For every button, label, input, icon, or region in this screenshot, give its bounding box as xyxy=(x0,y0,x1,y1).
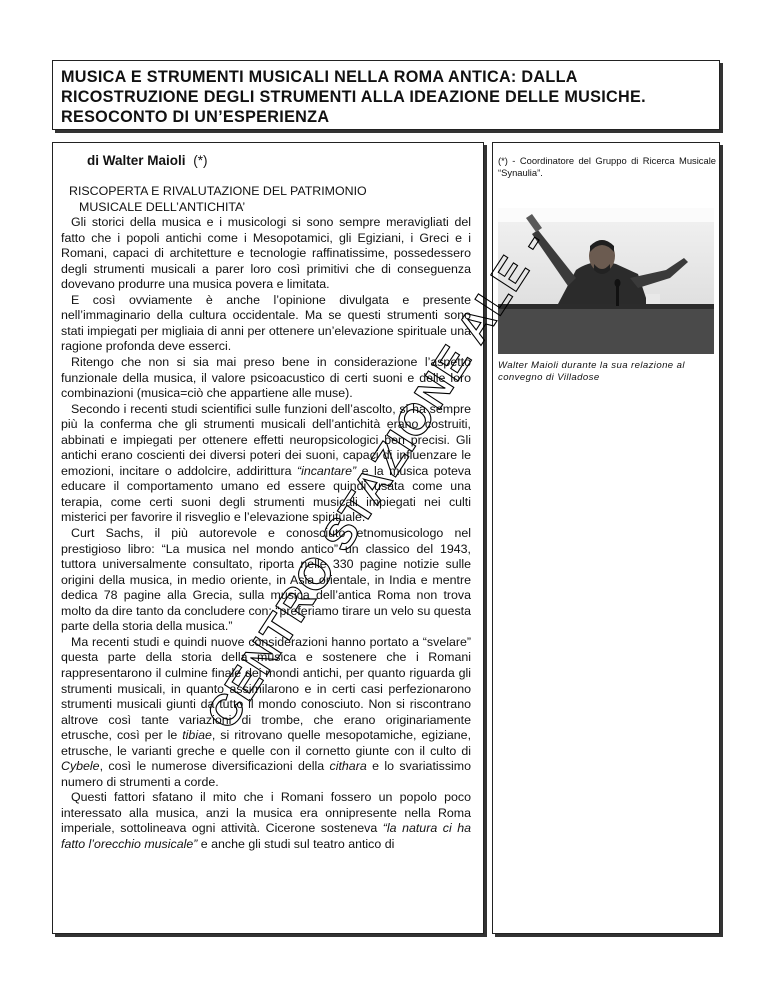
paragraph-3: Ritengo che non si sia mai preso bene in considerazione l’aspetto funzionale della musica, il valore psicoacustico di certi suoni e delle loro combinazioni (musica=ciò che appartiene alle muse). xyxy=(61,355,471,401)
author-name: di Walter Maioli xyxy=(87,153,186,168)
paragraph-1: Gli storici della musica e i musicologi si sono sempre meravigliati del fatto che i popoli antichi come i Mesopotamici, gli Egiziani, i Greci e i Romani, capaci di architetture e tecnologie raffinatissime, possedessero degli strumenti musicali a parer loro così primitivi che di conseguenza dovevano produrre una musica povera e limitata. xyxy=(61,215,471,292)
paragraph-4-text-a: Secondo i recenti studi scientifici sulle funzioni dell’ascolto, si ha sempre più la conferma che gli strumenti musicali dell’antichità erano costruiti, abbinati e impiegati per ottenere effetti neuropsicologici ben precisi. Gli antichi erano coscienti dei diversi poteri dei suoni, capaci di influenzare le emozioni, incitare o addolcire, addirittura xyxy=(61,401,471,478)
speaker-photo-image xyxy=(498,208,714,354)
paragraph-7-text-a: Questi fattori sfatano il mito che i Romani fossero un popolo poco interessato alla musica, anzi la musica era onnipresente nella Roma imperiale, sottolineava ogni attività. Cicerone sosteneva xyxy=(61,790,471,836)
paragraph-6-emphasis-2: Cybele xyxy=(61,759,100,774)
article-body xyxy=(61,184,471,853)
paragraph-2: E così ovviamente è anche l’opinione divulgata e presente nell’immaginario della cultura occidentale. Ma se questi strumenti sono stati impiegati per migliaia di anni per ottenere un’elevazione spirituale una ragione profonda deve esserci. xyxy=(61,292,471,354)
paragraph-6-text-d: e lo svariatissimo numero di strumenti a corde. xyxy=(61,759,471,789)
section-heading xyxy=(61,184,471,215)
section-heading-line2: MUSICALE DELL’ANTICHITA’ xyxy=(79,199,246,214)
paragraph-4-text-b: e la musica poteva educare il comportamento umano ed essere quindi usata come una terapia, come certi suoni degli strumenti musicali impiegati nei culti misterici per favorire il risveglio e l’elevazione spirituale. xyxy=(61,463,471,525)
speaker-photo xyxy=(498,208,714,354)
photo-caption: Walter Maioli durante la sua relazione al convegno di Villadose xyxy=(498,360,685,384)
title-box xyxy=(52,60,720,130)
author-note-mark: (*) xyxy=(193,153,208,168)
paragraph-6 xyxy=(61,635,471,790)
section-heading-line1: RISCOPERTA E RIVALUTAZIONE DEL PATRIMONIO xyxy=(69,184,367,198)
paragraph-4-emphasis: “incantare” xyxy=(296,463,357,478)
paragraph-5: Curt Sachs, il più autorevole e conosciuto etnomusicologo nel prestigioso libro: “La musica nel mondo antico” un classico del 1943, tuttora universalmente consultato, riporta nelle 330 pagine notizie sulle origini della musica, in medio oriente, in Asia orientale, in India e mentre dedica 78 pagine alla Grecia, sulla musica dell’antica Roma non trova molto da dire tanto da concludere con: “preferiamo tirare un velo su questa parte della storia della musica.” xyxy=(61,526,471,634)
author-footnote: (*) - Coordinatore del Gruppo di Ricerca Musicale “Synaulia”. xyxy=(498,155,716,178)
paragraph-6-text-b: , si ritrovano quelle mesopotamiche, egiziane, etrusche, le varianti greche e quelle con il cornetto giunte con il culto di xyxy=(61,728,472,758)
byline xyxy=(87,153,208,168)
article-title: MUSICA E STRUMENTI MUSICALI NELLA ROMA ANTICA: DALLA RICOSTRUZIONE DEGLI STRUMENTI ALLA IDEAZIONE DELLE MUSICHE. RESOCONTO DI UN’ESPERIENZA xyxy=(61,68,646,126)
paragraph-7 xyxy=(61,790,471,852)
paragraph-6-text-a: Ma recenti studi e quindi nuove considerazioni hanno portato a “svelare” questa parte della storia della musica e sostenere che i Romani rappresentarono il culmine finale dei mondi antichi, per quanto riguarda gli strumenti musicali, in quanto assimilarono e in certi casi perfezionarono strumenti musicali giunti da tutto il mondo conosciuto. Non si riscontrano altrove così tante variazioni di trombe, che erano originariamente etrusche, così per le xyxy=(61,634,471,743)
paragraph-6-emphasis-3: cithara xyxy=(329,759,367,774)
paragraph-6-emphasis-1: tibiae xyxy=(182,728,212,743)
paragraph-4 xyxy=(61,402,471,526)
watermark-text: CENTRO STAZIONE ALE - xyxy=(197,232,557,738)
paragraph-7-emphasis: “la natura ci ha fatto l’orecchio musicale” xyxy=(61,821,472,851)
paragraph-6-text-c: , così le numerose diversificazioni della xyxy=(99,759,330,774)
paragraph-7-text-b: e anche gli studi sul teatro antico di xyxy=(197,836,395,851)
